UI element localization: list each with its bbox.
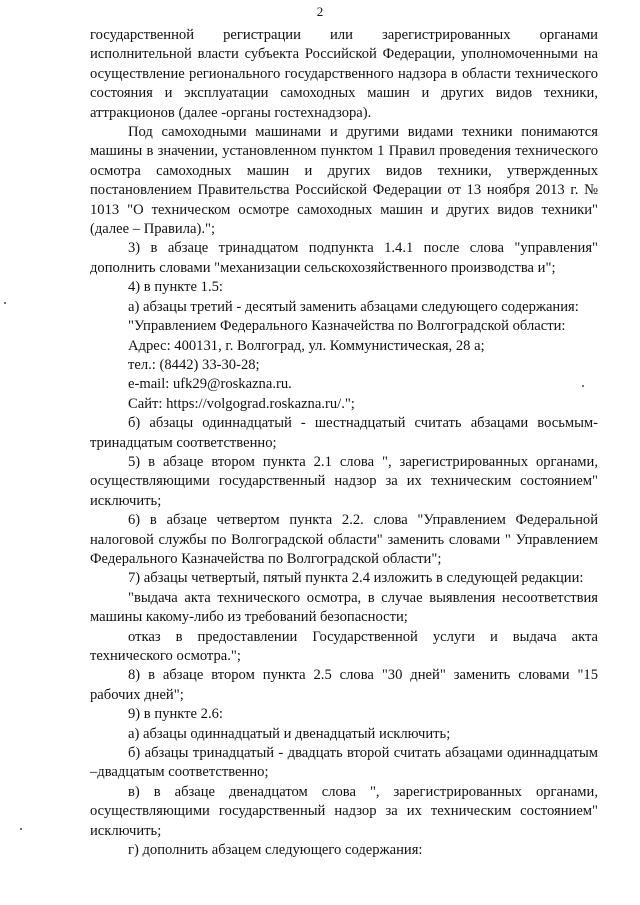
paragraph: "выдача акта технического осмотра, в случае выявления несоответствия машины какому-либо из требований безопасности; bbox=[90, 589, 598, 626]
scan-speck bbox=[582, 385, 584, 387]
paragraph: e-mail: ufk29@roskazna.ru. bbox=[128, 376, 292, 393]
paragraph: 5) в абзаце втором пункта 2.1 слова ", зарегистрированных органами, осуществляющими государственный надзор за их техническим состоянием" исключить; bbox=[90, 453, 598, 509]
paragraph: в) в абзаце двенадцатом слова ", зарегистрированных органами, осуществляющими государственный надзор за их техническим состоянием" исключить; bbox=[90, 783, 598, 839]
paragraph: 8) в абзаце втором пункта 2.5 слова "30 дней" заменить словами "15 рабочих дней"; bbox=[90, 667, 598, 703]
paragraph: г) дополнить абзацем следующего содержания: bbox=[128, 842, 423, 859]
paragraph: б) абзацы тринадцатый - двадцать второй считать абзацами одиннадцатым –двадцатым соответственно; bbox=[90, 745, 598, 781]
paragraph: 4) в пункте 1.5: bbox=[128, 279, 223, 296]
paragraph: б) абзацы одиннадцатый - шестнадцатый считать абзацами восьмым-тринадцатым соответственно; bbox=[90, 415, 598, 451]
page-number: 2 bbox=[316, 4, 324, 19]
document-body bbox=[90, 26, 598, 860]
paragraph: 7) абзацы четвертый, пятый пункта 2.4 изложить в следующей редакции: bbox=[128, 570, 584, 587]
paragraph: отказ в предоставлении Государственной услуги и выдача акта технического осмотра."; bbox=[90, 628, 598, 664]
paragraph: "Управлением Федерального Казначейства по Волгоградской области: bbox=[128, 318, 566, 335]
paragraph: 6) в абзаце четвертом пункта 2.2. слова "Управлением Федеральной налоговой службы по Волгоградской области" заменить словами " Управлением Федерального Казначейства по Волгоградской области"; bbox=[90, 512, 598, 567]
scan-speck bbox=[20, 828, 22, 830]
paragraph: государственной регистрации или зарегистрированных органами исполнительной власти субъекта Российской Федерации, уполномоченными на осуществление регионального государственного надзора в области технического состояния и эксплуатации самоходных машин и других видов техники, аттракционов (далее -органы гостехнадзора). bbox=[90, 27, 598, 121]
paragraph: 3) в абзаце тринадцатом подпункта 1.4.1 после слова "управления" дополнить словами "механизации сельскохозяйственного производства и"; bbox=[90, 240, 598, 276]
paragraph: а) абзацы одиннадцатый и двенадцатый исключить; bbox=[128, 725, 451, 742]
paragraph: а) абзацы третий - десятый заменить абзацами следующего содержания: bbox=[128, 298, 579, 315]
paragraph: Сайт: https://volgograd.roskazna.ru/."; bbox=[128, 395, 355, 412]
paragraph: Под самоходными машинами и другими видами техники понимаются машины в значении, установленном пунктом 1 Правил проведения технического осмотра самоходных машин и других видов техники, утвержденных постановлением Правительства Российской Федерации от 13 ноября 2013 г. № 1013 "О техническом осмотре самоходных машин и других видов техники" (далее – Правила)."; bbox=[90, 124, 598, 238]
paragraph: тел.: (8442) 33-30-28; bbox=[128, 356, 260, 373]
scan-speck bbox=[4, 302, 6, 304]
paragraph: 9) в пункте 2.6: bbox=[128, 706, 223, 723]
paragraph: Адрес: 400131, г. Волгоград, ул. Коммунистическая, 28 а; bbox=[128, 337, 485, 354]
